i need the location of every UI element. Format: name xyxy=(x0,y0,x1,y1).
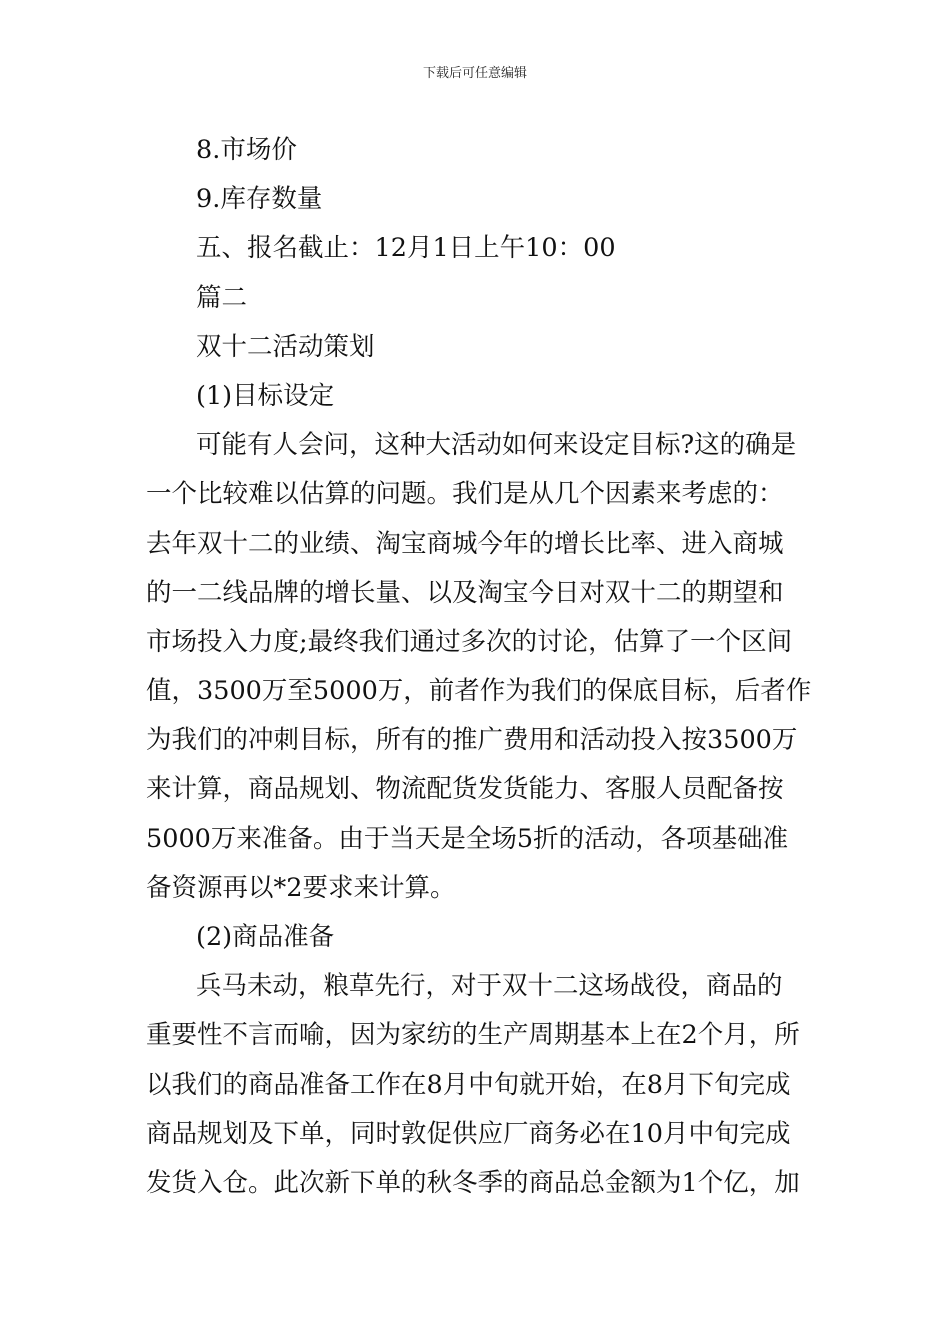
paragraph-line: 以我们的商品准备工作在8月中旬就开始，在8月下旬完成 xyxy=(146,1069,791,1100)
article-title: 双十二活动策划 xyxy=(196,331,375,362)
registration-deadline: 五、报名截止：12月1日上午10：00 xyxy=(196,233,616,264)
paragraph-line: 去年双十二的业绩、淘宝商城今年的增长比率、进入商城 xyxy=(146,528,784,559)
paragraph-line: 备资源再以*2要求来计算。 xyxy=(146,872,456,903)
paragraph-line: 来计算，商品规划、物流配货发货能力、客服人员配备按 xyxy=(146,774,784,805)
subsection-heading: (2)商品准备 xyxy=(196,922,335,952)
paragraph-line: 为我们的冲刺目标，所有的推广费用和活动投入按3500万 xyxy=(146,725,798,756)
paragraph-line: 值，3500万至5000万，前者作为我们的保底目标，后者作 xyxy=(146,676,812,707)
paragraph-line: 发货入仓。此次新下单的秋冬季的商品总金额为1个亿，加 xyxy=(146,1167,800,1198)
paragraph-line: 重要性不言而喻，因为家纺的生产周期基本上在2个月，所 xyxy=(146,1020,800,1051)
document-body xyxy=(146,126,810,1208)
paragraph-line: 5000万来准备。由于当天是全场5折的活动，各项基础准 xyxy=(146,823,789,854)
paragraph-line: 市场投入力度;最终我们通过多次的讨论，估算了一个区间 xyxy=(146,626,793,657)
page-header: 下载后可任意编辑 xyxy=(422,66,527,81)
paragraph-line: 兵马未动，粮草先行，对于双十二这场战役，商品的 xyxy=(196,971,783,1002)
paragraph-line: 可能有人会问，这种大活动如何来设定目标?这的确是 xyxy=(196,430,797,461)
subsection-heading: (1)目标设定 xyxy=(196,380,335,411)
list-item: 8.市场价 xyxy=(196,135,297,165)
paragraph-line: 商品规划及下单，同时敦促供应厂商务必在10月中旬完成 xyxy=(146,1118,791,1149)
paragraph-line: 的一二线品牌的增长量、以及淘宝今日对双十二的期望和 xyxy=(146,577,784,608)
paragraph-line: 一个比较难以估算的问题。我们是从几个因素来考虑的： xyxy=(146,479,784,510)
section-heading: 篇二 xyxy=(196,282,248,313)
list-item: 9.库存数量 xyxy=(196,184,323,215)
